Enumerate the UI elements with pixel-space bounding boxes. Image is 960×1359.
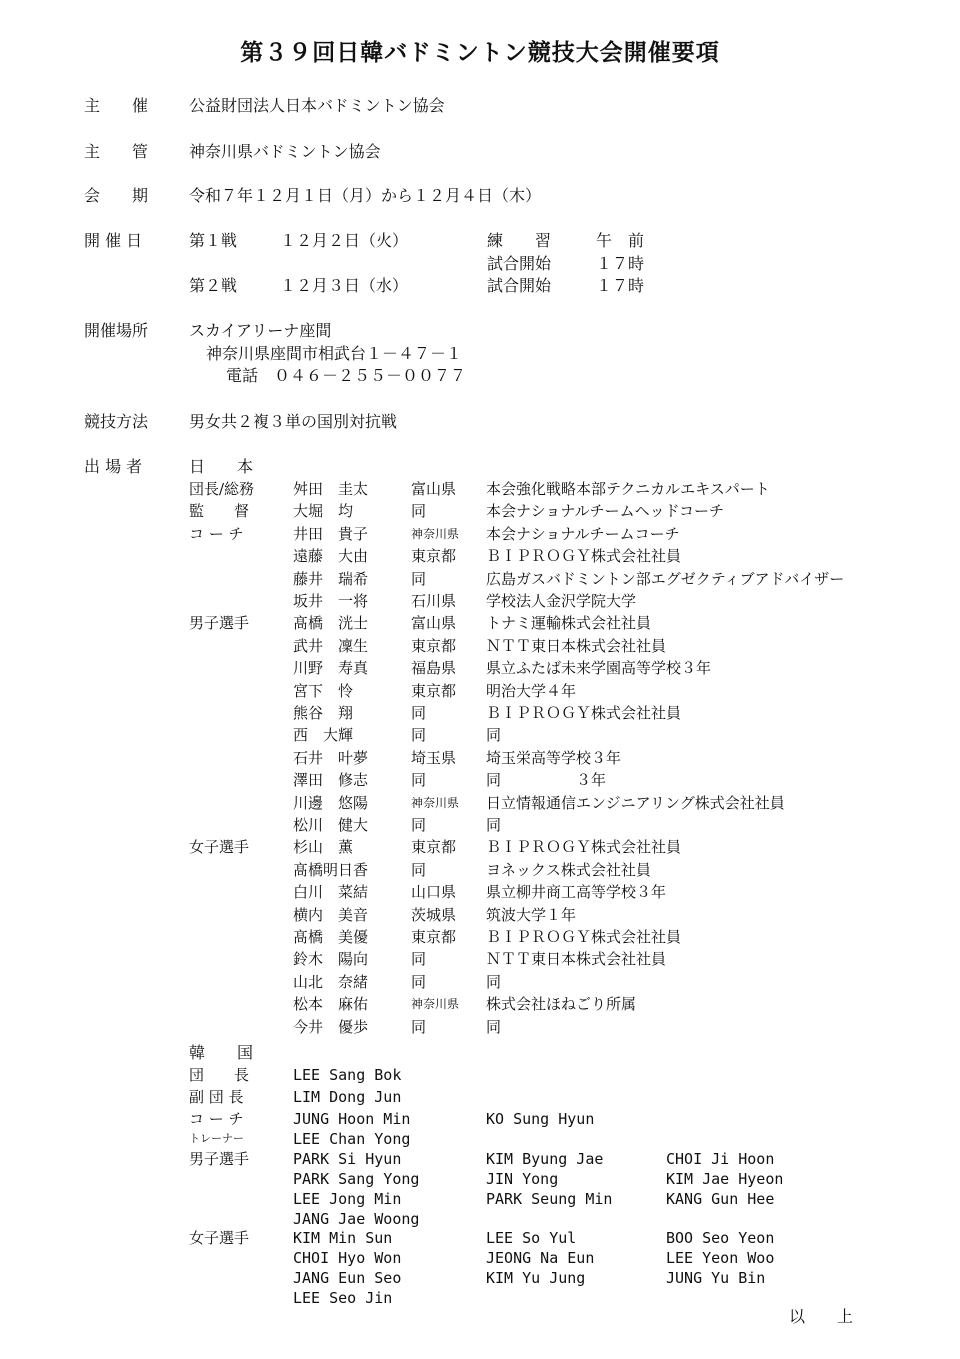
japan-affiliation: ＮＴＴ東日本株式会社社員: [486, 950, 667, 968]
korea-member-name: LEE So Yul: [486, 1229, 577, 1247]
japan-affiliation: 日立情報通信エンジニアリング株式会社社員: [486, 794, 785, 812]
korea-member-name: LIM Dong Jun: [293, 1088, 402, 1106]
match-1-start-label: 試合開始: [487, 254, 552, 273]
korea-member-name: LEE Seo Jin: [293, 1289, 393, 1307]
japan-name: 遠藤 大由: [293, 547, 369, 565]
japan-prefecture: 富山県: [411, 614, 457, 632]
schedule-label: 開 催 日: [84, 231, 143, 250]
japan-affiliation: 同: [486, 726, 502, 744]
japan-name: 松本 麻佑: [293, 995, 369, 1013]
japan-affiliation: 県立柳井商工高等学校３年: [486, 883, 667, 901]
japan-name: 山北 奈緒: [293, 973, 369, 991]
japan-name: 髙橋 美優: [293, 928, 369, 946]
korea-member-name: BOO Seo Yeon: [666, 1229, 775, 1247]
japan-affiliation: 株式会社ほねごり所属: [486, 995, 637, 1013]
korea-member-name: KIM Byung Jae: [486, 1150, 604, 1168]
korea-member-name: PARK Si Hyun: [293, 1150, 402, 1168]
korea-member-name: KO Sung Hyun: [486, 1110, 595, 1128]
japan-name: 川邊 悠陽: [293, 794, 369, 812]
match-2-start-time: １７時: [596, 276, 645, 295]
japan-name: 宮下 怜: [293, 682, 354, 700]
organizer-value: 神奈川県バドミントン協会: [189, 142, 381, 161]
japan-affiliation: 明治大学４年: [486, 682, 577, 700]
japan-name: 川野 寿真: [293, 659, 369, 677]
japan-affiliation: 本会強化戦略本部テクニカルエキスパート: [486, 480, 770, 498]
venue-phone: 電話 ０４６－２５５－００７７: [226, 366, 467, 385]
japan-role: 監 督: [189, 502, 250, 520]
japan-prefecture: 同: [411, 570, 427, 588]
japan-prefecture: 同: [411, 726, 427, 744]
japan-affiliation: ＢＩＰＲＯＧＹ株式会社社員: [486, 928, 682, 946]
korea-member-name: PARK Sang Yong: [293, 1170, 420, 1188]
japan-prefecture: 茨城県: [411, 906, 457, 924]
korea-member-name: KIM Min Sun: [293, 1229, 393, 1247]
korea-role: トレーナー: [189, 1132, 244, 1145]
korea-member-name: JUNG Yu Bin: [666, 1269, 766, 1287]
sponsor-label: 主 催: [84, 96, 149, 115]
japan-role: 男子選手: [189, 614, 250, 632]
japan-prefecture: 東京都: [411, 682, 457, 700]
japan-name: 澤田 修志: [293, 771, 369, 789]
organizer-label: 主 管: [84, 142, 149, 161]
japan-prefecture: 東京都: [411, 637, 457, 655]
japan-affiliation: 筑波大学１年: [486, 906, 577, 924]
japan-prefecture: 神奈川県: [411, 997, 460, 1011]
japan-prefecture: 神奈川県: [411, 527, 460, 541]
venue-label: 開催場所: [84, 321, 149, 340]
korea-member-name: LEE Jong Min: [293, 1190, 402, 1208]
korea-member-name: KIM Yu Jung: [486, 1269, 586, 1287]
korea-member-name: JANG Jae Woong: [293, 1210, 420, 1228]
korea-member-name: CHOI Ji Hoon: [666, 1150, 775, 1168]
japan-prefecture: 東京都: [411, 928, 457, 946]
japan-prefecture: 石川県: [411, 592, 457, 610]
korea-member-name: LEE Sang Bok: [293, 1066, 402, 1084]
japan-affiliation: 学校法人金沢学院大学: [486, 592, 637, 610]
japan-prefecture: 同: [411, 1018, 427, 1036]
match-1-start-time: １７時: [596, 254, 645, 273]
period-label: 会 期: [84, 186, 149, 205]
japan-name: 鈴木 陽向: [293, 950, 369, 968]
japan-affiliation: 同: [486, 816, 502, 834]
japan-name: 杉山 薫: [293, 838, 354, 856]
japan-prefecture: 同: [411, 973, 427, 991]
korea-role: 団 長: [189, 1066, 250, 1084]
japan-prefecture: 同: [411, 816, 427, 834]
japan-affiliation: 同: [486, 1018, 502, 1036]
japan-affiliation: ＮＴＴ東日本株式会社社員: [486, 637, 667, 655]
venue-name: スカイアリーナ座間: [189, 321, 332, 340]
japan-prefecture: 東京都: [411, 838, 457, 856]
japan-name: 石井 叶夢: [293, 749, 369, 767]
match-2-label: 第２戦: [189, 276, 238, 295]
korea-heading: 韓 国: [189, 1043, 254, 1062]
match-1-practice-time: 午 前: [596, 231, 645, 250]
japan-affiliation: ヨネックス株式会社社員: [486, 861, 651, 879]
method-value: 男女共２複３単の国別対抗戦: [189, 412, 398, 431]
japan-heading: 日 本: [189, 457, 254, 476]
japan-name: 武井 凜生: [293, 637, 369, 655]
japan-affiliation: ＢＩＰＲＯＧＹ株式会社社員: [486, 704, 682, 722]
japan-prefecture: 東京都: [411, 547, 457, 565]
japan-name: 井田 貴子: [293, 525, 369, 543]
korea-role: 副 団 長: [189, 1088, 244, 1106]
japan-prefecture: 同: [411, 704, 427, 722]
match-1-practice-label: 練 習: [487, 231, 552, 250]
japan-name: 今井 優歩: [293, 1018, 369, 1036]
japan-name: 白川 菜結: [293, 883, 369, 901]
korea-role: コ ー チ: [189, 1110, 244, 1128]
match-1-label: 第１戦: [189, 231, 238, 250]
japan-prefecture: 富山県: [411, 480, 457, 498]
japan-affiliation: 県立ふたば未来学園高等学校３年: [486, 659, 712, 677]
japan-name: 松川 健大: [293, 816, 369, 834]
japan-prefecture: 福島県: [411, 659, 457, 677]
korea-member-name: KANG Gun Hee: [666, 1190, 775, 1208]
match-2-start-label: 試合開始: [487, 276, 552, 295]
japan-role: コ ー チ: [189, 525, 244, 543]
sponsor-value: 公益財団法人日本バドミントン協会: [189, 96, 445, 115]
korea-member-name: LEE Yeon Woo: [666, 1249, 775, 1267]
japan-prefecture: 同: [411, 861, 427, 879]
match-1-date: １２月２日（火）: [280, 231, 409, 250]
japan-name: 髙橋明日香: [293, 861, 369, 879]
method-label: 競技方法: [84, 412, 149, 431]
japan-role: 団長/総務: [189, 480, 255, 498]
japan-name: 坂井 一将: [293, 592, 369, 610]
korea-member-name: JANG Eun Seo: [293, 1269, 402, 1287]
japan-affiliation: 埼玉栄高等学校３年: [486, 749, 622, 767]
korea-member-name: PARK Seung Min: [486, 1190, 613, 1208]
japan-name: 藤井 瑞希: [293, 570, 369, 588]
japan-role: 女子選手: [189, 838, 250, 856]
korea-member-name: CHOI Hyo Won: [293, 1249, 402, 1267]
japan-prefecture: 同: [411, 502, 427, 520]
japan-name: 西 大輝: [293, 726, 354, 744]
japan-affiliation: トナミ運輸株式会社社員: [486, 614, 652, 632]
period-value: 令和７年１２月１日（月）から１２月４日（木）: [189, 186, 542, 205]
japan-prefecture: 神奈川県: [411, 796, 460, 810]
japan-affiliation: 本会ナショナルチームコーチ: [486, 525, 680, 543]
venue-address: 神奈川県座間市相武台１－４７－１: [206, 344, 463, 363]
korea-member-name: LEE Chan Yong: [293, 1130, 411, 1148]
japan-affiliation: 本会ナショナルチームヘッドコーチ: [486, 502, 725, 520]
japan-affiliation: 同: [486, 973, 502, 991]
korea-role: 男子選手: [189, 1150, 250, 1168]
japan-affiliation: 広島ガスバドミントン部エグゼクティブアドバイザー: [486, 570, 845, 588]
japan-prefecture: 埼玉県: [411, 749, 457, 767]
match-2-date: １２月３日（水）: [280, 276, 409, 295]
japan-name: 大堀 均: [293, 502, 354, 520]
korea-member-name: JUNG Hoon Min: [293, 1110, 411, 1128]
japan-prefecture: 山口県: [411, 883, 457, 901]
japan-affiliation: 同 ３年: [486, 771, 607, 789]
participants-label: 出 場 者: [84, 457, 143, 476]
japan-affiliation: ＢＩＰＲＯＧＹ株式会社社員: [486, 838, 682, 856]
korea-role: 女子選手: [189, 1229, 250, 1247]
korea-member-name: JEONG Na Eun: [486, 1249, 595, 1267]
document-title: 第３９回日韓バドミントン競技大会開催要項: [240, 40, 720, 66]
closing-mark: 以 上: [789, 1307, 854, 1326]
japan-name: 舛田 圭太: [293, 480, 369, 498]
korea-member-name: JIN Yong: [486, 1170, 559, 1188]
japan-affiliation: ＢＩＰＲＯＧＹ株式会社社員: [486, 547, 682, 565]
japan-name: 髙橋 洸士: [293, 614, 369, 632]
korea-member-name: KIM Jae Hyeon: [666, 1170, 784, 1188]
japan-name: 熊谷 翔: [293, 704, 354, 722]
japan-prefecture: 同: [411, 771, 427, 789]
japan-prefecture: 同: [411, 950, 427, 968]
japan-name: 横内 美音: [293, 906, 369, 924]
